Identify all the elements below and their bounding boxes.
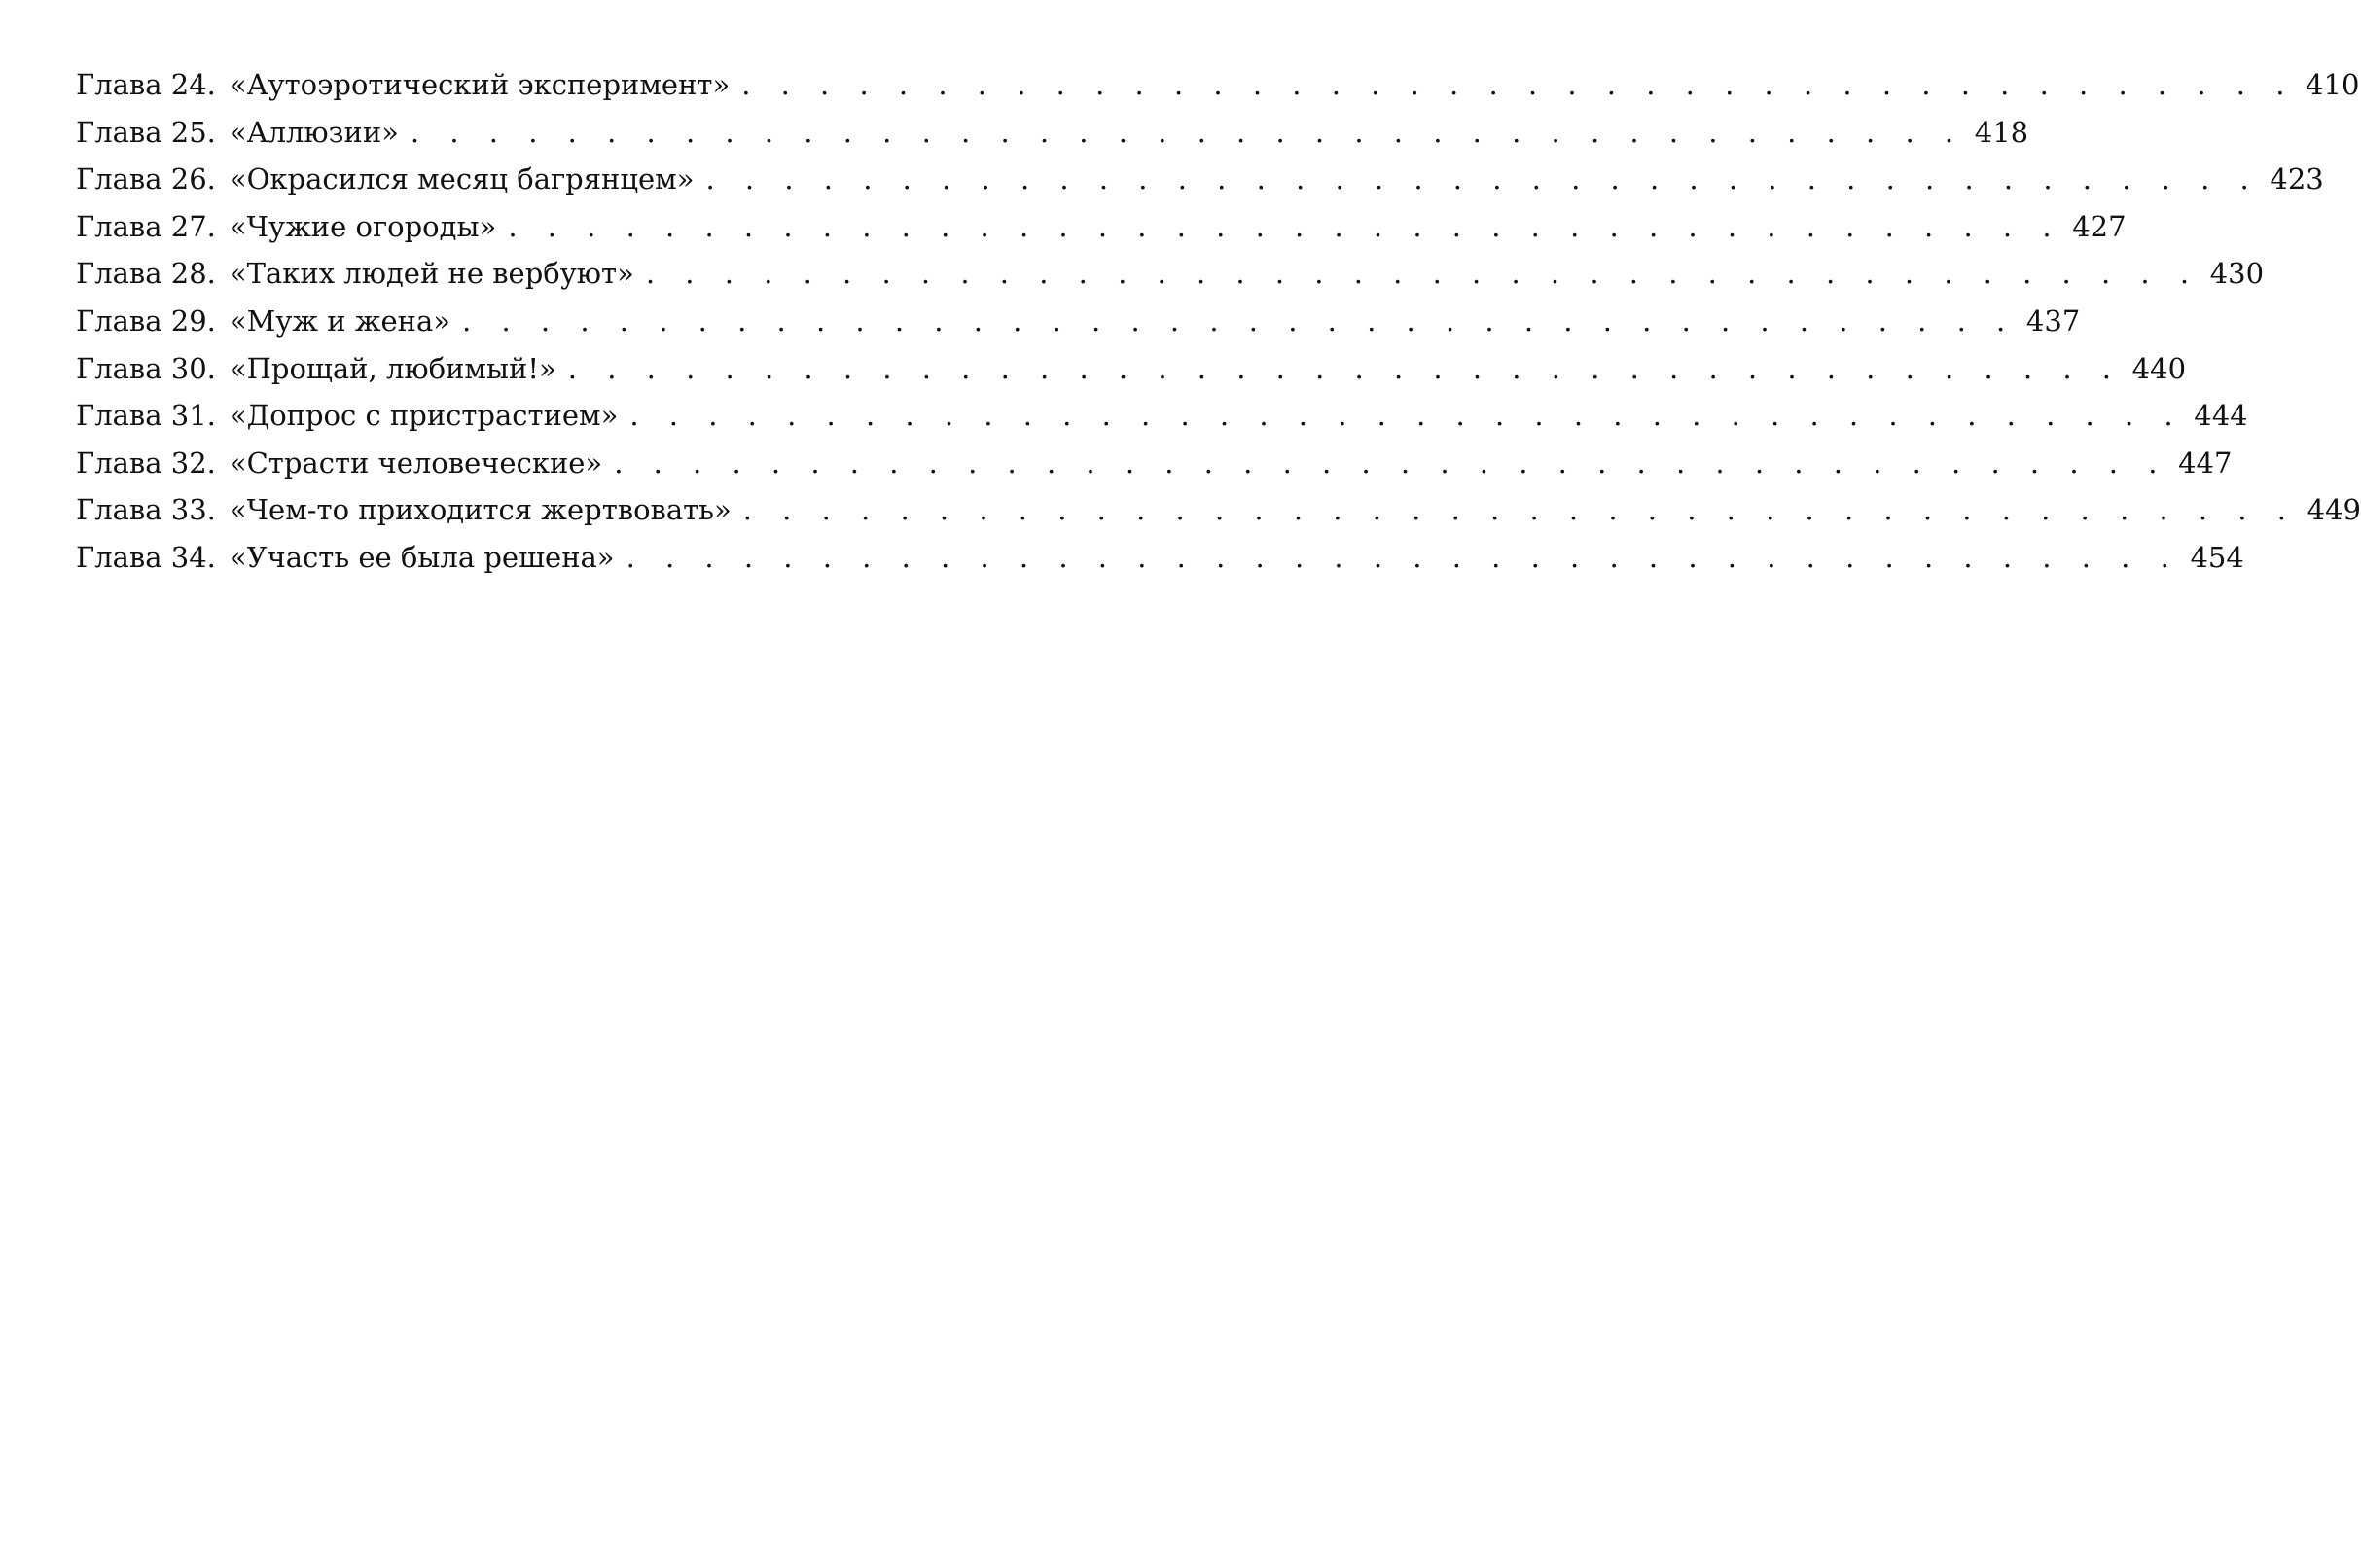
toc-dot-leader: . . . . . . . . . . . . . . . . . . . . . . . . . . . . . . . . . . . . . . . . xyxy=(741,68,2296,101)
toc-page-number: 447 xyxy=(2178,445,2233,480)
toc-entry xyxy=(76,68,2360,116)
toc-chapter-number: Глава 25. xyxy=(76,115,216,149)
toc-chapter-title: «Участь ее была решена» xyxy=(229,540,615,574)
toc-chapter-number: Глава 24. xyxy=(76,68,216,101)
toc-chapter-number: Глава 33. xyxy=(76,493,216,527)
toc-dot-leader: . . . . . . . . . . . . . . . . . . . . . . . . . . . . . . . . . . . . . . . . xyxy=(705,162,2260,196)
toc-entry xyxy=(76,351,2187,400)
toc-chapter-number: Глава 29. xyxy=(76,303,216,338)
toc-dot-leader: . . . . . . . . . . . . . . . . . . . . . . . . . . . . . . . . . . . . . . . . xyxy=(629,399,2184,433)
toc-page-number: 418 xyxy=(1974,115,2029,149)
toc-chapter-number: Глава 27. xyxy=(76,209,216,243)
toc-chapter-title: «Прощай, любимый!» xyxy=(229,351,556,385)
toc-page-number: 437 xyxy=(2025,303,2081,338)
toc-page-number: 430 xyxy=(2209,257,2265,291)
toc-entry xyxy=(76,399,2248,446)
toc-entry xyxy=(76,162,2324,210)
toc-chapter-number: Глава 34. xyxy=(76,540,216,574)
toc-entry xyxy=(76,303,2081,352)
toc-chapter-title: «Допрос с пристрастием» xyxy=(229,399,619,433)
toc-chapter-title: «Чужие огороды» xyxy=(229,209,497,243)
toc-dot-leader: . . . . . . . . . . . . . . . . . . . . . . . . . . . . . . . . . . . . . . . . xyxy=(626,540,2180,574)
toc-dot-leader: . . . . . . . . . . . . . . . . . . . . . . . . . . . . . . . . . . . . . . . . xyxy=(614,445,2168,480)
toc-dot-leader: . . . . . . . . . . . . . . . . . . . . . . . . . . . . . . . . . . . . . . . . xyxy=(410,115,1965,149)
toc-chapter-number: Глава 28. xyxy=(76,257,216,291)
toc-chapter-title: «Муж и жена» xyxy=(229,303,451,338)
toc-page-number: 440 xyxy=(2131,351,2187,385)
toc-chapter-title: «Окрасился месяц багрянцем» xyxy=(229,162,695,196)
toc-dot-leader: . . . . . . . . . . . . . . . . . . . . . . . . . . . . . . . . . . . . . . . . xyxy=(645,257,2200,291)
toc-page-number: 444 xyxy=(2194,399,2248,433)
toc-entry xyxy=(76,209,2127,258)
toc-entry xyxy=(76,493,2361,541)
toc-dot-leader: . . . . . . . . . . . . . . . . . . . . . . . . . . . . . . . . . . . . . . . . xyxy=(508,209,2062,243)
toc-page-number: 410 xyxy=(2306,68,2360,101)
toc-chapter-number: Глава 31. xyxy=(76,399,216,433)
toc-page-number: 449 xyxy=(2307,493,2361,527)
toc-chapter-number: Глава 26. xyxy=(76,162,216,196)
toc-dot-leader: . . . . . . . . . . . . . . . . . . . . . . . . . . . . . . . . . . . . . . . . xyxy=(567,351,2123,385)
toc-dot-leader: . . . . . . . . . . . . . . . . . . . . . . . . . . . . . . . . . . . . . . . . xyxy=(462,303,2017,338)
toc-entry xyxy=(76,445,2233,494)
toc-chapter-title: «Страсти человеческие» xyxy=(229,445,603,480)
toc-page-number: 454 xyxy=(2190,540,2244,574)
toc-chapter-title: «Чем-то приходится жертвовать» xyxy=(229,493,732,527)
toc-chapter-title: «Аллюзии» xyxy=(229,115,399,149)
toc-chapter-title: «Таких людей не вербуют» xyxy=(229,257,634,291)
table-of-contents xyxy=(76,68,2361,588)
toc-page-number: 427 xyxy=(2072,209,2127,243)
toc-entry xyxy=(76,257,2265,304)
toc-dot-leader: . . . . . . . . . . . . . . . . . . . . . . . . . . . . . . . . . . . . . . . . xyxy=(742,493,2297,527)
toc-chapter-title: «Аутоэротический эксперимент» xyxy=(229,68,731,101)
toc-page-number: 423 xyxy=(2270,162,2324,196)
toc-entry xyxy=(76,115,2029,163)
toc-entry xyxy=(76,540,2244,588)
toc-chapter-number: Глава 32. xyxy=(76,445,216,480)
toc-chapter-number: Глава 30. xyxy=(76,351,216,385)
